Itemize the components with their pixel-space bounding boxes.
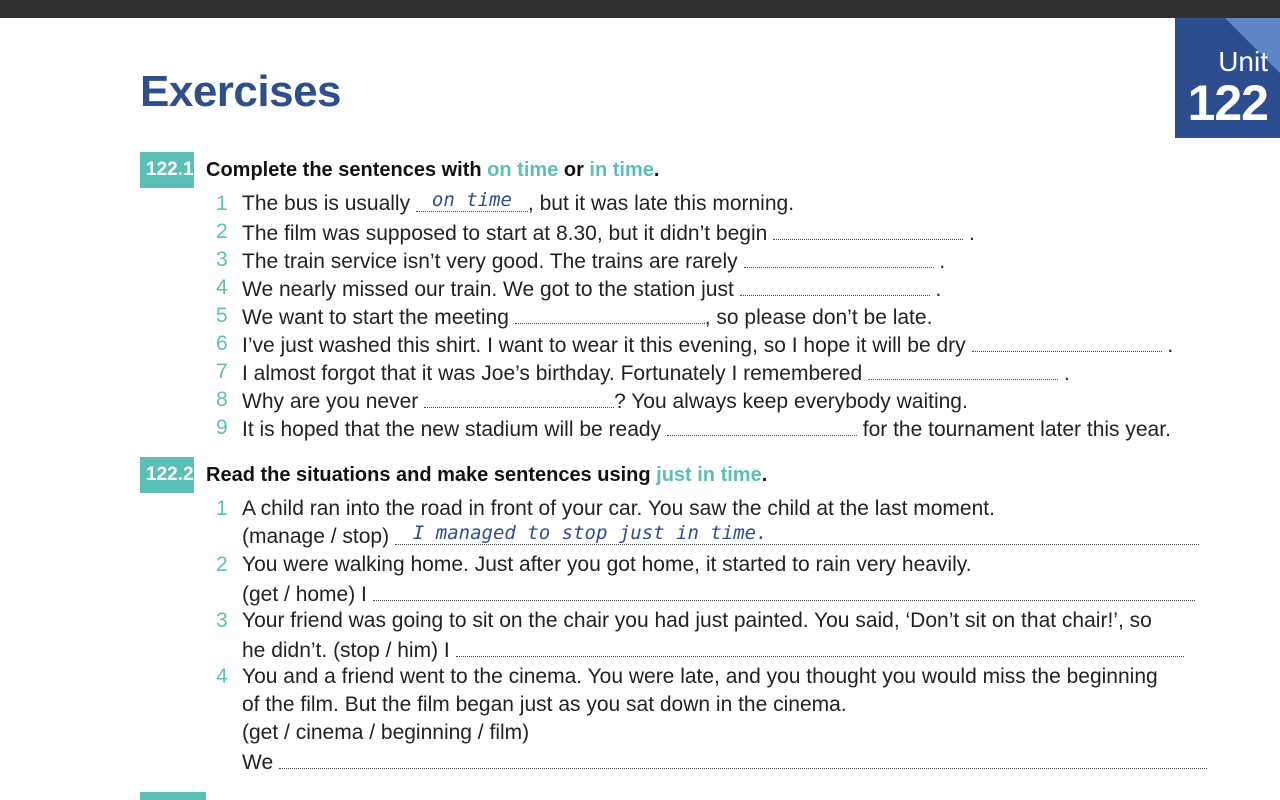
item-number: 3 <box>216 248 228 271</box>
item-number: 1 <box>216 497 228 520</box>
answer-blank[interactable] <box>972 330 1162 352</box>
answer-blank[interactable] <box>868 358 1058 380</box>
item-number: 4 <box>216 665 228 688</box>
answer-blank[interactable] <box>515 302 705 324</box>
handwritten-answer: I managed to stop just in time. <box>412 522 768 544</box>
answer-blank[interactable] <box>456 635 1184 657</box>
answer-blank[interactable] <box>667 414 857 436</box>
item-number: 1 <box>216 192 228 215</box>
sentence-1: The bus is usually on time , but it was late this morning. <box>242 190 794 218</box>
situation-4-text-2: of the film. But the film began just as you sat down in the cinema. <box>242 693 847 716</box>
item-number: 3 <box>216 609 228 632</box>
item-number: 4 <box>216 276 228 299</box>
situation-1-answer-line: (manage / stop) I managed to stop just in time. <box>242 523 1199 551</box>
item-number: 7 <box>216 360 228 383</box>
situation-2-text: You were walking home. Just after you got home, it started to rain very heavily. <box>242 553 972 576</box>
unit-number: 122 <box>1187 75 1268 131</box>
answer-blank[interactable] <box>416 190 528 212</box>
handwritten-answer: on time <box>431 189 512 211</box>
item-number: 9 <box>216 416 228 439</box>
exercise-instruction: Read the situations and make sentences using just in time. <box>206 463 768 486</box>
situation-3-answer-line: he didn’t. (stop / him) I <box>242 635 1184 665</box>
top-bar <box>0 0 1280 18</box>
answer-blank[interactable] <box>279 747 1207 769</box>
sentence-4: We nearly missed our train. We got to the station just . <box>242 274 941 304</box>
page-title: Exercises <box>140 67 342 116</box>
answer-blank[interactable] <box>744 246 934 268</box>
item-number: 6 <box>216 332 228 355</box>
sentence-6: I’ve just washed this shirt. I want to wear it this evening, so I hope it will be dry . <box>242 330 1173 360</box>
sentence-7: I almost forgot that it was Joe’s birthday. Fortunately I remembered . <box>242 358 1070 388</box>
situation-4-prompt: (get / cinema / beginning / film) <box>242 721 530 744</box>
unit-label: Unit <box>1218 46 1268 77</box>
situation-4-text-1: You and a friend went to the cinema. You were late, and you thought you would miss the beginning <box>242 665 1158 688</box>
answer-blank[interactable] <box>395 523 1199 545</box>
answer-blank[interactable] <box>773 218 963 240</box>
exercise-header-122-1 <box>140 152 659 188</box>
sentence-8: Why are you never ? You always keep everybody waiting. <box>242 386 968 416</box>
next-exercise-badge-cut <box>140 792 206 800</box>
answer-blank[interactable] <box>740 274 930 296</box>
answer-blank[interactable] <box>424 386 614 408</box>
sentence-2: The film was supposed to start at 8.30, but it didn’t begin . <box>242 218 975 248</box>
item-number: 5 <box>216 304 228 327</box>
exercise-instruction: Complete the sentences with on time or in time. <box>206 158 660 181</box>
item-number: 8 <box>216 388 228 411</box>
exercise-number: 122.2 <box>140 457 194 493</box>
item-number: 2 <box>216 220 228 243</box>
situation-2-answer-line: (get / home) I <box>242 579 1195 609</box>
situation-3-text: Your friend was going to sit on the chair you had just painted. You said, ‘Don’t sit on that chair!’, so <box>242 609 1152 632</box>
item-number: 2 <box>216 553 228 576</box>
sentence-9: It is hoped that the new stadium will be ready for the tournament later this year. <box>242 414 1171 444</box>
exercise-header-122-2 <box>140 457 767 493</box>
situation-4-answer-line: We <box>242 747 1207 777</box>
exercise-number: 122.1 <box>140 152 194 188</box>
sentence-5: We want to start the meeting , so please don’t be late. <box>242 302 932 332</box>
unit-badge <box>1175 18 1280 138</box>
sentence-3: The train service isn’t very good. The trains are rarely . <box>242 246 945 276</box>
answer-blank[interactable] <box>373 579 1195 601</box>
situation-1-text: A child ran into the road in front of your car. You saw the child at the last moment. <box>242 497 995 520</box>
